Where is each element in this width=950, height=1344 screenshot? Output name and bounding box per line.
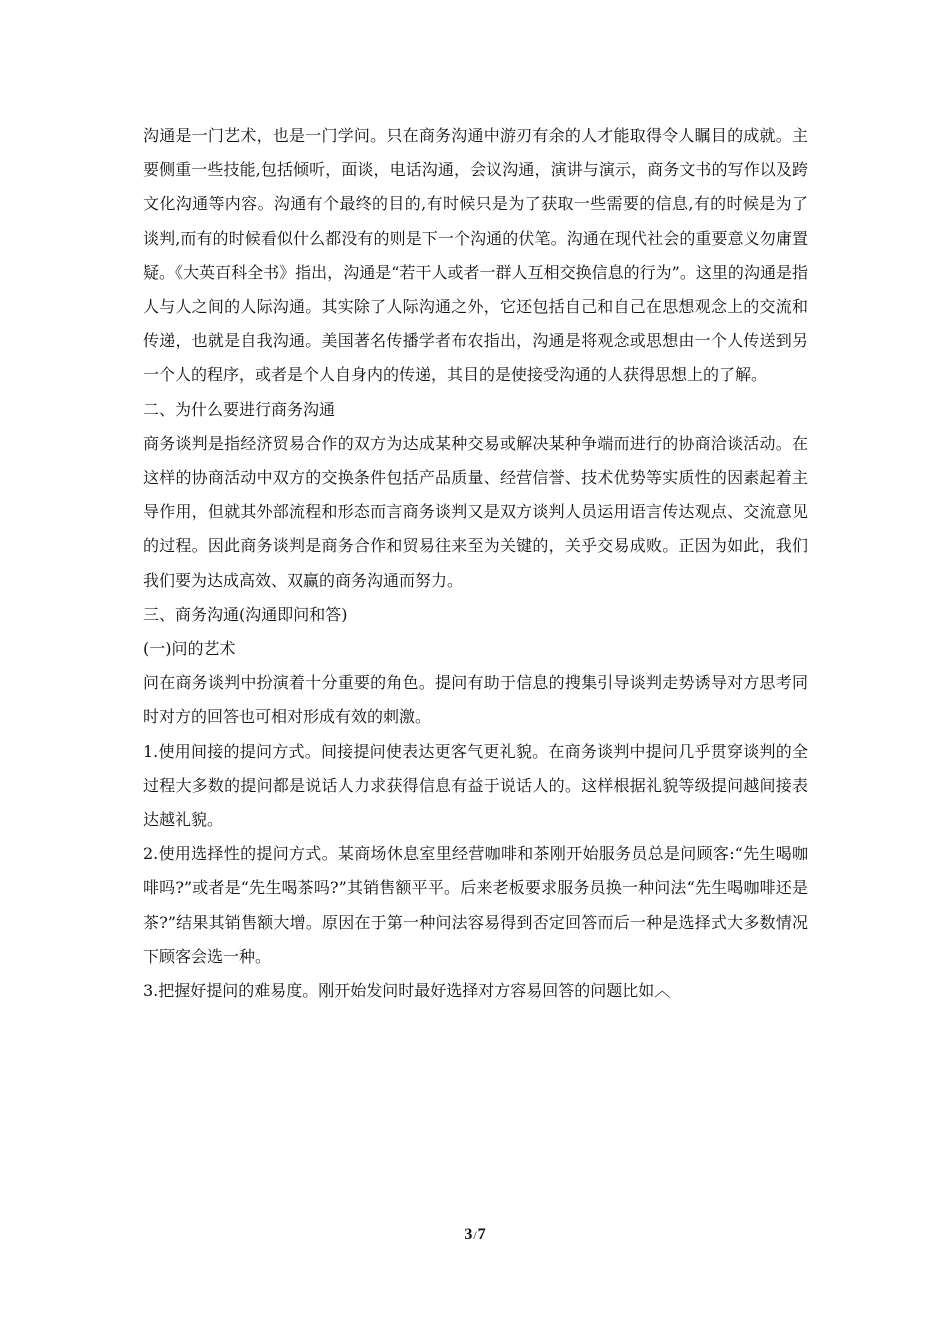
heading-section-3: 三、商务沟通(沟通即问和答)	[143, 604, 348, 624]
total-pages: 7	[477, 1226, 486, 1243]
list-item-2: 2.使用选择性的提问方式。某商场休息室里经营咖啡和茶刚开始服务员总是问顾客:“先生喝咖啡吗?”或者是“先生喝茶吗?”其销售额平平。后来老板要求服务员换一种问法“先生喝咖啡还是茶?”结果其销售额大增。原因在于第一种问法容易得到否定回答而后一种是选择式大多数情况下顾客会选一种。	[143, 844, 808, 966]
body-text	[143, 119, 808, 1008]
list-item-3: 3.把握好提问的难易度。刚开始发问时最好选择对方容易回答的问题比如︿	[143, 981, 671, 1001]
paragraph-asking: 问在商务谈判中扮演着十分重要的角色。提问有助于信息的搜集引导谈判走势诱导对方思考同时对方的回答也可相对形成有效的刺激。	[143, 673, 808, 727]
list-item-1: 1.使用间接的提问方式。间接提问使表达更客气更礼貌。在商务谈判中提问几乎贯穿谈判的全过程大多数的提问都是说话人力求获得信息有益于说话人的。这样根据礼貌等级提问越间接表达越礼貌。	[143, 741, 808, 830]
paragraph-negotiation: 商务谈判是指经济贸易合作的双方为达成某种交易或解决某种争端而进行的协商洽谈活动。在这样的协商活动中双方的交换条件包括产品质量、经营信誉、技术优势等实质性的因素起着主导作用，但就其外部流程和形态而言商务谈判又是双方谈判人员运用语言传达观点、交流意见的过程。因此商务谈判是商务合作和贸易往来至为关键的，关乎交易成败。正因为如此，我们我们要为达成高效、双赢的商务沟通而努力。	[143, 433, 808, 590]
heading-subsection-1: (一)问的艺术	[143, 639, 236, 659]
page-number	[0, 1226, 950, 1244]
page-separator: /	[473, 1228, 477, 1242]
paragraph-intro: 沟通是一门艺术，也是一门学问。只在商务沟通中游刃有余的人才能取得令人瞩目的成就。主要侧重一些技能,包括倾听，面谈，电话沟通，会议沟通，演讲与演示，商务文书的写作以及跨文化沟通等内容。沟通有个最终的目的,有时候只是为了获取一些需要的信息,有的时候是为了谈判,而有的时候看似什么都没有的则是下一个沟通的伏笔。沟通在现代社会的重要意义勿庸置疑。《大英百科全书》指出，沟通是“若干人或者一群人互相交换信息的行为”。这里的沟通是指人与人之间的人际沟通。其实除了人际沟通之外，它还包括自己和自己在思想观念上的交流和传递，也就是自我沟通。美国著名传播学者布农指出，沟通是将观念或思想由一个人传送到另一个人的程序，或者是个人自身内的传递，其目的是使接受沟通的人获得思想上的了解。	[143, 126, 808, 385]
current-page: 3	[464, 1226, 473, 1243]
heading-section-2: 二、为什么要进行商务沟通	[143, 399, 336, 419]
